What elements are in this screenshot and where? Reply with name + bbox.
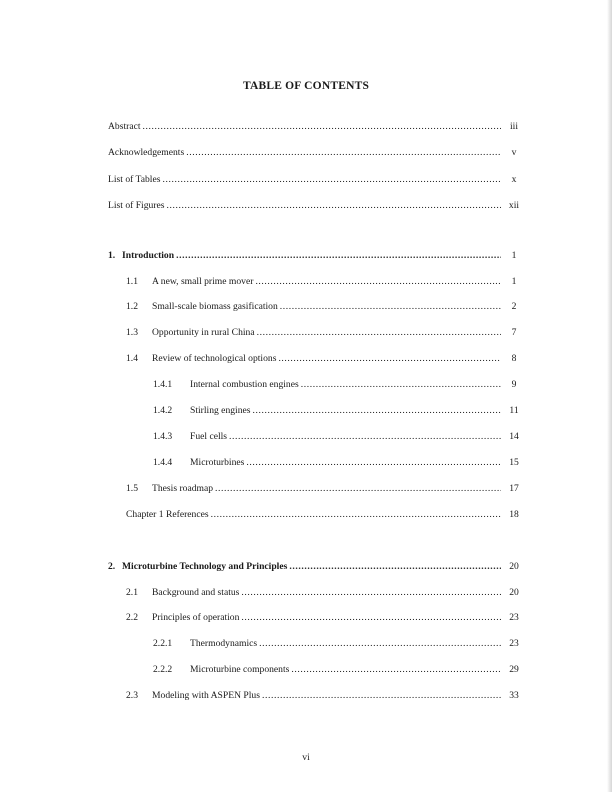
page-number: vi <box>302 752 310 763</box>
toc-entry-2-3[interactable] <box>126 690 525 704</box>
toc-entry-label: Thesis roadmap <box>152 483 214 494</box>
toc-entry-2-2-1[interactable] <box>153 638 525 652</box>
toc-entry-list-of-tables[interactable] <box>108 174 525 188</box>
toc-entry-label: Modeling with ASPEN Plus <box>152 690 260 701</box>
dot-leader <box>229 431 501 442</box>
dot-leader <box>241 587 501 598</box>
toc-entry-page: 20 <box>509 561 519 572</box>
toc-entry-page: iii <box>510 121 518 132</box>
dot-leader <box>259 638 501 649</box>
toc-entry-page: 17 <box>509 483 519 494</box>
toc-entry-acknowledgements[interactable] <box>108 147 525 161</box>
toc-entry-page: 1 <box>511 276 517 287</box>
toc-entry-label: Microturbine Technology and Principles <box>122 561 288 572</box>
toc-entry-2-2[interactable] <box>126 612 525 626</box>
toc-entry-number: 1.5 <box>126 483 138 494</box>
dot-leader <box>278 353 501 364</box>
dot-leader <box>186 147 501 158</box>
dot-leader <box>255 276 501 287</box>
dot-leader <box>280 301 501 312</box>
toc-entry-label: Chapter 1 References <box>126 509 209 520</box>
dot-leader <box>215 483 501 494</box>
toc-entry-number: 1. <box>108 250 116 261</box>
toc-entry-page: xii <box>508 200 520 211</box>
toc-entry-1-1[interactable] <box>126 276 525 290</box>
toc-entry-list-of-figures[interactable] <box>108 200 525 214</box>
dot-leader <box>143 121 501 132</box>
toc-entry-label: Thermodynamics <box>190 638 258 649</box>
dot-leader <box>211 509 501 520</box>
toc-entry-2-2-2[interactable] <box>153 664 525 678</box>
toc-entry-number: 1.4.3 <box>153 431 173 442</box>
toc-entry-label: Review of technological options <box>152 353 277 364</box>
toc-entry-label: Acknowledgements <box>108 147 185 158</box>
dot-leader <box>257 327 501 338</box>
toc-entry-2-1[interactable] <box>126 587 525 601</box>
toc-entry-chapter-1[interactable] <box>108 250 525 264</box>
toc-entry-number: 2.2.1 <box>153 638 173 649</box>
toc-entry-page: 29 <box>509 664 519 675</box>
dot-leader <box>246 457 501 468</box>
toc-entry-chapter-2[interactable] <box>108 561 525 575</box>
toc-entry-label: Principles of operation <box>152 612 240 623</box>
toc-entry-page: 20 <box>509 587 519 598</box>
toc-entry-page: 18 <box>509 509 519 520</box>
toc-entry-page: 23 <box>509 612 519 623</box>
dot-leader <box>301 379 501 390</box>
toc-entry-chapter-1-references[interactable] <box>126 509 525 523</box>
dot-leader <box>176 250 501 261</box>
toc-entry-1-4-1[interactable] <box>153 379 525 393</box>
dot-leader <box>253 405 502 416</box>
page-edge-shadow <box>607 0 612 792</box>
toc-entry-number: 2.2 <box>126 612 138 623</box>
toc-entry-label: Small-scale biomass gasification <box>152 301 278 312</box>
toc-entry-label: Abstract <box>108 121 141 132</box>
toc-entry-label: List of Tables <box>108 174 161 185</box>
toc-entry-page: 2 <box>511 301 517 312</box>
dot-leader <box>162 174 501 185</box>
toc-entry-label: Introduction <box>122 250 175 261</box>
toc-entry-page: 15 <box>509 457 519 468</box>
toc-entry-1-4[interactable] <box>126 353 525 367</box>
toc-entry-label: Stirling engines <box>190 405 251 416</box>
toc-entry-page: v <box>511 147 517 158</box>
toc-entry-1-4-2[interactable] <box>153 405 525 419</box>
toc-entry-label: Microturbine components <box>190 664 290 675</box>
toc-entry-page: 23 <box>509 638 519 649</box>
toc-entry-page: 7 <box>511 327 517 338</box>
toc-entry-number: 1.4 <box>126 353 138 364</box>
toc-entry-page: 9 <box>511 379 517 390</box>
toc-entry-abstract[interactable] <box>108 121 525 135</box>
toc-entry-number: 1.4.2 <box>153 405 173 416</box>
toc-entry-number: 2. <box>108 561 116 572</box>
toc-entry-page: 8 <box>511 353 517 364</box>
toc-entry-page: 1 <box>511 250 517 261</box>
dot-leader <box>241 612 501 623</box>
toc-entry-number: 1.2 <box>126 301 138 312</box>
toc-entry-label: Microturbines <box>190 457 245 468</box>
toc-entry-number: 2.3 <box>126 690 138 701</box>
toc-entry-label: Internal combustion engines <box>190 379 299 390</box>
toc-entry-1-4-4[interactable] <box>153 457 525 471</box>
toc-entry-page: 33 <box>509 690 519 701</box>
toc-entry-number: 1.4.4 <box>153 457 173 468</box>
toc-entry-1-3[interactable] <box>126 327 525 341</box>
toc-entry-label: Opportunity in rural China <box>152 327 255 338</box>
toc-entry-1-4-3[interactable] <box>153 431 525 445</box>
toc-entry-number: 2.2.2 <box>153 664 173 675</box>
toc-entry-page: 11 <box>509 405 519 416</box>
toc-entry-number: 1.1 <box>126 276 138 287</box>
toc-entry-1-5[interactable] <box>126 483 525 497</box>
toc-entry-number: 1.3 <box>126 327 138 338</box>
dot-leader <box>289 561 501 572</box>
dot-leader <box>291 664 501 675</box>
toc-entry-number: 1.4.1 <box>153 379 173 390</box>
dot-leader <box>262 690 501 701</box>
toc-title: TABLE OF CONTENTS <box>242 80 370 92</box>
dot-leader <box>167 200 502 211</box>
toc-entry-label: List of Figures <box>108 200 165 211</box>
toc-entry-label: A new, small prime mover <box>152 276 254 287</box>
toc-entry-label: Background and status <box>152 587 240 598</box>
toc-entry-1-2[interactable] <box>126 301 525 315</box>
toc-entry-label: Fuel cells <box>190 431 228 442</box>
toc-entry-number: 2.1 <box>126 587 138 598</box>
toc-entry-page: 14 <box>509 431 519 442</box>
toc-entry-page: x <box>511 174 517 185</box>
